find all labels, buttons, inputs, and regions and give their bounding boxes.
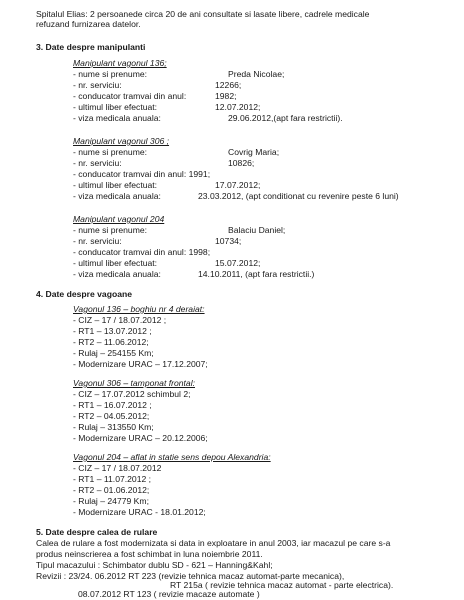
row-value: 12266; (215, 80, 242, 90)
list-item: - RT1 – 11.07.2012 ; (73, 474, 152, 484)
vagon-306-title: Vagonul 306 – tamponat frontal: (73, 378, 195, 388)
row-value: Balaciu Daniel; (228, 225, 286, 235)
list-item: - Modernizare URAC – 17.12.2007; (73, 359, 208, 369)
paragraph-line: Revizii : 23/24. 06.2012 RT 223 (revizie tehnica macaz automat-parte mecanica), (36, 571, 345, 581)
vagon-204-title: Vagonul 204 – aflat in statie sens depou Alexandria: (73, 452, 271, 462)
section-3-heading: 3. Date despre manipulanti (36, 42, 146, 52)
manipulant-136-title: Manipulant vagonul 136; (73, 58, 167, 68)
list-item: - RT2 – 01.06.2012; (73, 485, 150, 495)
list-item: - Modernizare URAC - 18.01.2012; (73, 507, 206, 517)
row-value: 29.06.2012,(apt fara restrictii). (228, 113, 343, 123)
paragraph-line: Calea de rulare a fost modernizata si data in exploatare in anul 2003, iar macazul pe care s-a (36, 538, 391, 548)
row-value: 23.03.2012, (apt conditionat cu revenire peste 6 luni) (198, 191, 399, 201)
row-value: 17.07.2012; (215, 180, 261, 190)
row-label: - viza medicala anuala: (73, 191, 161, 201)
row-value: Preda Nicolae; (228, 69, 285, 79)
intro-line-2: refuzand furnizarea datelor. (36, 19, 141, 29)
row-label: - nr. serviciu: (73, 80, 122, 90)
paragraph-line: produs neinscrierea a fost schimbat in luna noiembrie 2011. (36, 549, 263, 559)
vagon-136-title: Vagonul 136 – boghiu nr 4 deraiat: (73, 304, 205, 314)
list-item: - Modernizare URAC – 20.12.2006; (73, 433, 208, 443)
list-item: - CIZ – 17 / 18.07.2012 ; (73, 315, 167, 325)
list-item: - RT1 – 13.07.2012 ; (73, 326, 152, 336)
row-label: - ultimul liber efectuat: (73, 102, 158, 112)
paragraph-line: Tipul macazului : Schimbator dublu SD - 621 – Hanning&Kahl; (36, 560, 273, 570)
intro-line-1: Spitalul Elias: 2 persoanede circa 20 de ani consultate si lasate libere, cadrele medicale (36, 9, 370, 19)
row-label: - nr. serviciu: (73, 158, 122, 168)
row-value: 10826; (228, 158, 255, 168)
row-label: - nume si prenume: (73, 225, 148, 235)
list-item: - RT2 – 11.06.2012; (73, 337, 149, 347)
row-value: 15.07.2012; (215, 258, 261, 268)
manipulant-204-title: Manipulant vagonul 204 (73, 214, 165, 224)
list-item: - Rulaj – 313550 Km; (73, 422, 154, 432)
section-4-heading: 4. Date despre vagoane (36, 289, 133, 299)
row-label: - conducator tramvai din anul: 1998; (73, 247, 211, 257)
row-label: - conducator tramvai din anul: (73, 91, 187, 101)
row-label: - ultimul liber efectuat: (73, 180, 158, 190)
row-label: - viza medicala anuala: (73, 113, 161, 123)
paragraph-line: 08.07.2012 RT 123 ( revizie macaze automate ) (78, 589, 260, 599)
row-label: - ultimul liber efectuat: (73, 258, 158, 268)
list-item: - Rulaj – 254155 Km; (73, 348, 154, 358)
row-label: - nume si prenume: (73, 69, 148, 79)
row-value: 14.10.2011, (apt fara restrictii.) (198, 269, 315, 279)
row-label: - nr. serviciu: (73, 236, 122, 246)
row-value: Covrig Maria; (228, 147, 280, 157)
row-label: - nume si prenume: (73, 147, 148, 157)
list-item: - RT1 – 16.07.2012 ; (73, 400, 152, 410)
row-value: 1982; (215, 91, 237, 101)
list-item: - CIZ – 17.07.2012 schimbul 2; (73, 389, 191, 399)
list-item: - RT2 – 04.05.2012; (73, 411, 150, 421)
list-item: - CIZ – 17 / 18.07.2012 (73, 463, 162, 473)
list-item: - Rulaj – 24779 Km; (73, 496, 149, 506)
row-value: 12.07.2012; (215, 102, 261, 112)
row-label: - viza medicala anuala: (73, 269, 161, 279)
row-label: - conducator tramvai din anul: 1991; (73, 169, 211, 179)
row-value: 10734; (215, 236, 242, 246)
paragraph-line: RT 215a ( revizie tehnica macaz automat - parte electrica). (170, 580, 394, 590)
manipulant-306-title: Manipulant vagonul 306 ; (73, 136, 170, 146)
section-5-heading: 5. Date despre calea de rulare (36, 527, 158, 537)
